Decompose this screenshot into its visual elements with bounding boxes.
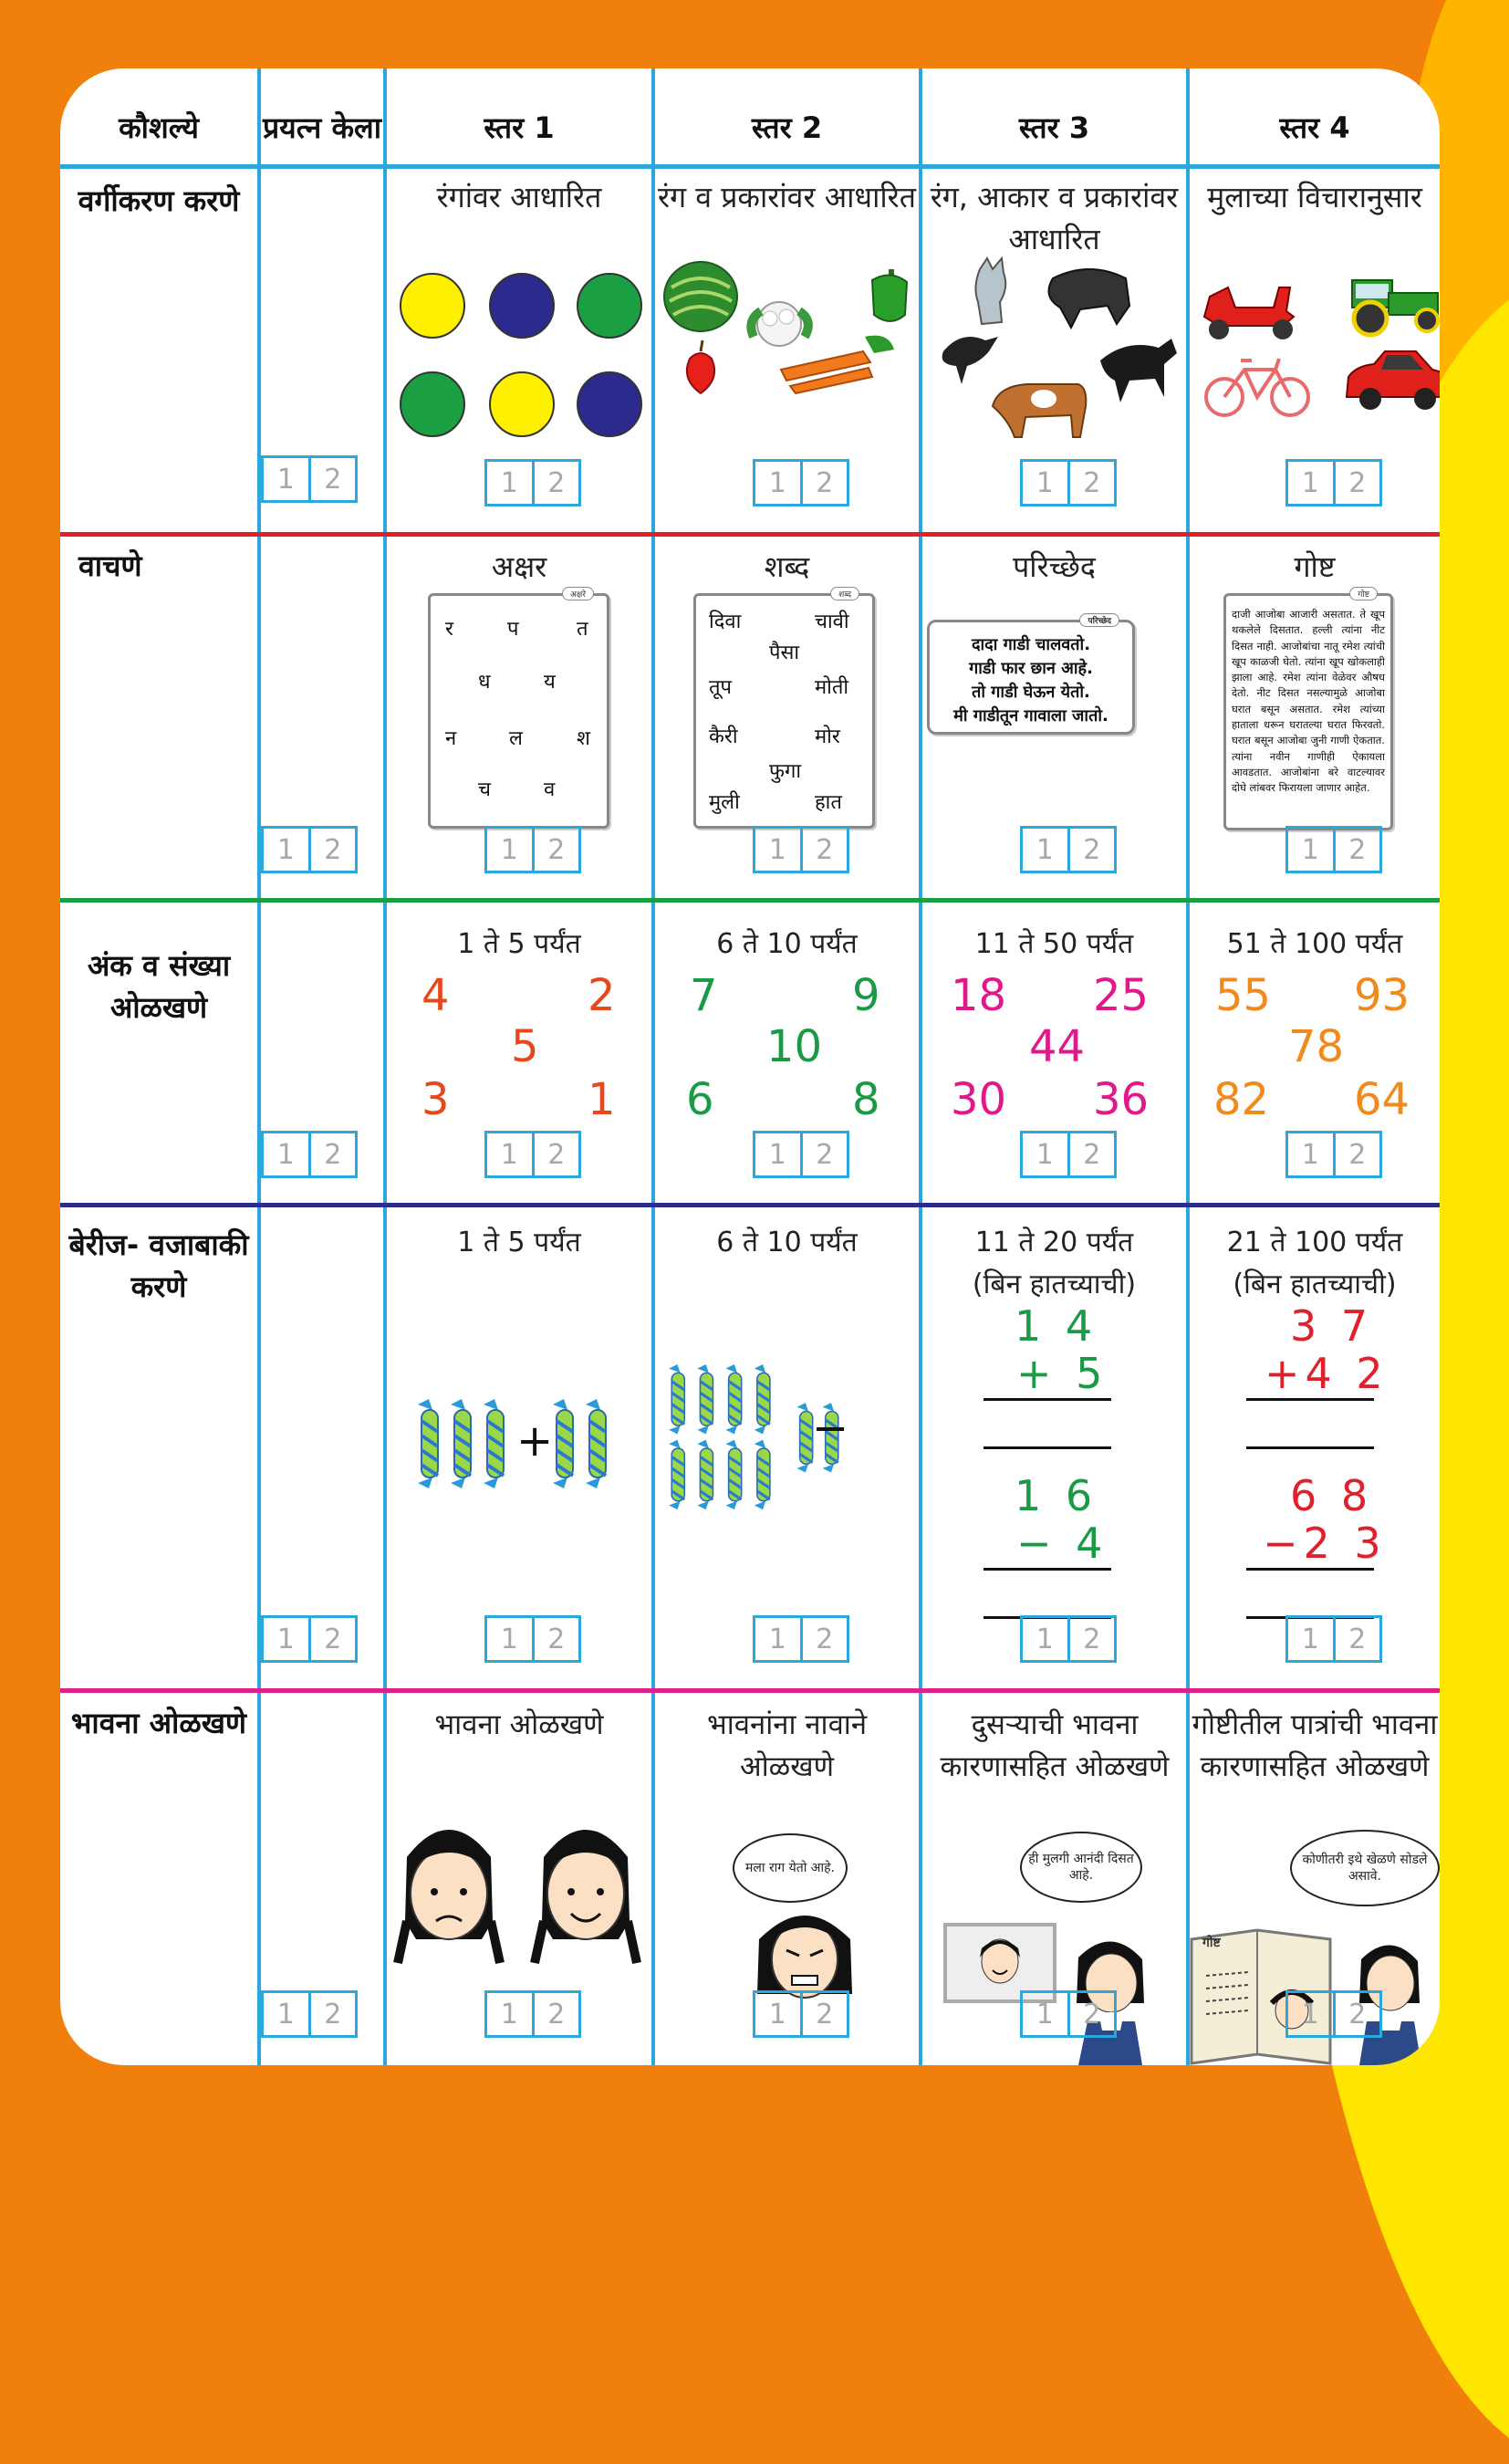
- classification-tried-attempt-boxes[interactable]: [261, 455, 358, 503]
- candy-subtraction-illustration: [666, 1364, 885, 1529]
- skill-reading: वाचणे: [78, 548, 142, 583]
- letter: य: [544, 671, 556, 694]
- letter: त: [577, 618, 588, 641]
- skill-numbers: अंक व संख्या ओळखणे: [87, 948, 231, 1025]
- number: 7: [690, 970, 718, 1021]
- number: 10: [766, 1021, 823, 1072]
- attempt-1-checkbox[interactable]: 1: [1023, 829, 1070, 871]
- attempt-1-checkbox[interactable]: 1: [1288, 1618, 1336, 1660]
- word: हात: [815, 791, 842, 814]
- attempt-1-checkbox[interactable]: 1: [755, 1133, 803, 1175]
- attempt-1-checkbox[interactable]: 1: [264, 1993, 311, 2035]
- yellow-circle: [400, 273, 465, 339]
- attempt-1-checkbox[interactable]: 1: [487, 462, 535, 504]
- number: 78: [1288, 1021, 1345, 1072]
- attempt-2-checkbox[interactable]: 2: [324, 1998, 342, 2031]
- arithmetic-level-3-attempt-boxes[interactable]: [1020, 1615, 1117, 1663]
- arithmetic-tried-attempt-boxes[interactable]: [261, 1615, 358, 1663]
- attempt-1-checkbox[interactable]: 1: [264, 829, 311, 871]
- skill-classification: वर्गीकरण करणे: [78, 183, 240, 218]
- attempt-2-checkbox[interactable]: 2: [547, 1138, 566, 1171]
- attempt-1-checkbox[interactable]: 1: [264, 458, 311, 500]
- number: 5: [511, 1021, 539, 1072]
- words-card-tag: शब्द: [830, 587, 859, 600]
- numbers-level-3-attempt-boxes[interactable]: [1020, 1131, 1117, 1178]
- letter: व: [544, 778, 556, 801]
- attempt-2-checkbox[interactable]: 2: [816, 466, 834, 499]
- sum-operand: 1 4: [1015, 1301, 1098, 1351]
- attempt-2-checkbox[interactable]: 2: [1348, 466, 1367, 499]
- vehicles-illustration: [1192, 260, 1440, 424]
- word: तूप: [709, 676, 733, 699]
- attempt-2-checkbox[interactable]: 2: [1348, 1998, 1367, 2031]
- sum-operand: +4 2: [1264, 1349, 1389, 1398]
- girl-looking-at-photo-illustration: [942, 1912, 1188, 2065]
- difference-operand: − 4: [1016, 1519, 1108, 1568]
- green-circle: [400, 371, 465, 437]
- attempt-1-checkbox[interactable]: 1: [1023, 1133, 1070, 1175]
- reading-level-2-title: शब्द: [764, 549, 810, 584]
- numbers-level-1-attempt-boxes[interactable]: [484, 1131, 581, 1178]
- number: 36: [1093, 1074, 1150, 1125]
- emotions-tried-attempt-boxes[interactable]: [261, 1990, 358, 2038]
- letter: प: [507, 618, 519, 641]
- attempt-1-checkbox[interactable]: 1: [264, 1133, 311, 1175]
- letter: च: [478, 778, 491, 801]
- difference-operand: 1 6: [1015, 1471, 1098, 1520]
- attempt-1-checkbox[interactable]: 1: [755, 829, 803, 871]
- numbers-level-3-title: 11 ते 50 पर्यंत: [974, 928, 1134, 960]
- plus-sign: +: [516, 1415, 554, 1467]
- skills-chart: [60, 68, 1440, 2065]
- numbers-level-4-attempt-boxes[interactable]: [1285, 1131, 1382, 1178]
- number: 93: [1354, 970, 1410, 1021]
- row-divider: [60, 1203, 1440, 1207]
- reading-level-3-attempt-boxes[interactable]: [1020, 826, 1117, 873]
- attempt-2-checkbox[interactable]: 2: [1348, 1138, 1367, 1171]
- attempt-2-checkbox[interactable]: 2: [324, 1138, 342, 1171]
- header-level-4: स्तर 4: [1279, 110, 1350, 145]
- arithmetic-level-2-attempt-boxes[interactable]: [753, 1615, 849, 1663]
- attempt-2-checkbox[interactable]: 2: [324, 1623, 342, 1655]
- reading-level-1-title: अक्षर: [491, 549, 547, 584]
- word: मुली: [709, 791, 740, 814]
- attempt-2-checkbox[interactable]: 2: [1348, 1623, 1367, 1655]
- book-title: गोष्ट: [1202, 1936, 1221, 1950]
- attempt-1-checkbox[interactable]: 1: [1023, 1618, 1070, 1660]
- number: 8: [852, 1074, 880, 1125]
- numbers-level-4-title: 51 ते 100 पर्यंत: [1226, 928, 1403, 960]
- attempt-2-checkbox[interactable]: 2: [324, 833, 342, 866]
- word: मोर: [815, 726, 840, 748]
- sum-line: [983, 1398, 1111, 1401]
- minus-sign: −: [812, 1403, 849, 1454]
- header-level-3: स्तर 3: [1018, 110, 1090, 145]
- letters-card-tag: अक्षरे: [562, 587, 594, 600]
- attempt-1-checkbox[interactable]: 1: [1288, 829, 1336, 871]
- paragraph-line: गाडी फार छान आहे.: [969, 659, 1093, 678]
- paragraph-text: [935, 633, 1127, 728]
- sum-operand: + 5: [1016, 1349, 1108, 1398]
- girl-reading-storybook-illustration: [1184, 1912, 1440, 2065]
- letter: र: [445, 618, 453, 641]
- difference-operand: 6 8: [1290, 1471, 1374, 1520]
- paragraph-line: तो गाडी घेऊन येतो.: [972, 683, 1090, 702]
- attempt-2-checkbox[interactable]: 2: [1348, 833, 1367, 866]
- word: चावी: [815, 611, 849, 633]
- skill-emotions: भावना ओळखणे: [70, 1706, 247, 1740]
- letter: ध: [478, 671, 491, 694]
- animals-illustration: [925, 251, 1190, 433]
- attempt-2-checkbox[interactable]: 2: [816, 1998, 834, 2031]
- number: 82: [1213, 1074, 1270, 1125]
- paragraph-line: मी गाडीतून गावाला जातो.: [953, 706, 1108, 726]
- number: 25: [1093, 970, 1150, 1021]
- attempt-1-checkbox[interactable]: 1: [487, 1133, 535, 1175]
- attempt-2-checkbox[interactable]: 2: [816, 1138, 834, 1171]
- word: कैरी: [709, 726, 738, 748]
- answer-line: [1246, 1446, 1374, 1449]
- column-divider: [257, 68, 261, 2065]
- difference-operand: −2 3: [1263, 1519, 1387, 1568]
- sad-happy-faces-illustration: [394, 1802, 650, 2003]
- number: 9: [852, 970, 880, 1021]
- letter: न: [445, 727, 457, 750]
- numbers-level-1-title: 1 ते 5 पर्यंत: [457, 928, 581, 960]
- word: दिवा: [709, 611, 742, 633]
- attempt-1-checkbox[interactable]: 1: [264, 1618, 311, 1660]
- header-tried: प्रयत्न केला: [262, 110, 382, 145]
- header-level-1: स्तर 1: [484, 110, 555, 145]
- attempt-2-checkbox[interactable]: 2: [324, 463, 342, 496]
- reading-level-4-attempt-boxes[interactable]: [1285, 826, 1382, 873]
- number: 2: [588, 970, 616, 1021]
- sum-line: [1246, 1398, 1374, 1401]
- number: 55: [1215, 970, 1272, 1021]
- number: 6: [686, 1074, 714, 1125]
- story-card-tag: गोष्ट: [1349, 587, 1378, 600]
- angry-speech-bubble: मला राग येतो आहे.: [733, 1833, 848, 1903]
- happy-speech-bubble: ही मुलगी आनंदी दिसत आहे.: [1020, 1832, 1142, 1903]
- arith-level-2-title: 6 ते 10 पर्यंत: [716, 1227, 858, 1258]
- blue-circle: [577, 371, 642, 437]
- emotion-level-2-title: भावनांना नावाने ओळखणे: [706, 1708, 868, 1783]
- numbers-tried-attempt-boxes[interactable]: [261, 1131, 358, 1178]
- attempt-1-checkbox[interactable]: 1: [1023, 462, 1070, 504]
- story-speech-bubble: कोणीतरी इथे खेळणे सोडले असावे.: [1290, 1830, 1440, 1906]
- classification-level-2-title: रंग व प्रकारांवर आधारित: [657, 180, 917, 214]
- header-skills: कौशल्ये: [119, 110, 199, 145]
- reading-level-4-title: गोष्ट: [1294, 549, 1336, 584]
- letter: ल: [509, 727, 523, 750]
- paragraph-card: [927, 617, 1135, 735]
- attempt-1-checkbox[interactable]: 1: [487, 1618, 535, 1660]
- attempt-1-checkbox[interactable]: 1: [755, 462, 803, 504]
- arith-level-3-subtitle: (बिन हातच्याची): [972, 1269, 1137, 1300]
- arithmetic-level-1-attempt-boxes[interactable]: [484, 1615, 581, 1663]
- arithmetic-level-4-attempt-boxes[interactable]: [1285, 1615, 1382, 1663]
- emotions-level-2-attempt-boxes[interactable]: [753, 1990, 849, 2038]
- green-circle: [577, 273, 642, 339]
- column-divider: [651, 68, 655, 2065]
- classification-level-4-title: मुलाच्या विचारानुसार: [1207, 180, 1422, 214]
- number: 1: [588, 1074, 616, 1125]
- attempt-2-checkbox[interactable]: 2: [1083, 466, 1101, 499]
- attempt-1-checkbox[interactable]: 1: [487, 829, 535, 871]
- sum-operand: 3 7: [1290, 1301, 1374, 1351]
- attempt-2-checkbox[interactable]: 2: [1083, 833, 1101, 866]
- attempt-1-checkbox[interactable]: 1: [1288, 462, 1336, 504]
- attempt-2-checkbox[interactable]: 2: [816, 833, 834, 866]
- story-card: [1223, 590, 1393, 830]
- number: 3: [421, 1074, 450, 1125]
- classification-level-1-title: रंगांवर आधारित: [436, 180, 602, 214]
- reading-level-2-attempt-boxes[interactable]: [753, 826, 849, 873]
- emotions-level-1-attempt-boxes[interactable]: [484, 1990, 581, 2038]
- attempt-1-checkbox[interactable]: 1: [1023, 1993, 1070, 2035]
- attempt-1-checkbox[interactable]: 1: [755, 1993, 803, 2035]
- attempt-1-checkbox[interactable]: 1: [755, 1618, 803, 1660]
- attempt-2-checkbox[interactable]: 2: [1083, 1623, 1101, 1655]
- arith-level-1-title: 1 ते 5 पर्यंत: [457, 1227, 581, 1258]
- classification-level-3-attempt-boxes[interactable]: [1020, 459, 1117, 506]
- blue-circle: [489, 273, 555, 339]
- attempt-2-checkbox[interactable]: 2: [547, 1998, 566, 2031]
- number: 64: [1354, 1074, 1410, 1125]
- classification-level-2-attempt-boxes[interactable]: [753, 459, 849, 506]
- story-text: दाजी आजोबा आजारी असतात. ते खूप थकलेले दिसतात. हल्ली त्यांना नीट दिसत नाही. आजोबांचा नातू रमेश त्यांची खूप काळजी घेतो. त्यांना खूप खोकलाही झाला आहे. रमेश त्यांना वेळेवर औषध देतो. नीट दिसत नसल्यामुळे आजोबा घरात बसून असतात. रमेश त्यांच्या हाताला धरून घरातल्या घरात फिरवतो. घरात बसून आजोबा जुनी गाणी ऐकतात. त्यांना नवीन गाणीही ऐकायला आवडतात. आजोबांना बरे वाटल्यावर दोघे लांबवर फिरायला जाणार आहेत.: [1232, 608, 1385, 795]
- numbers-level-2-title: 6 ते 10 पर्यंत: [716, 928, 858, 960]
- attempt-2-checkbox[interactable]: 2: [547, 466, 566, 499]
- attempt-1-checkbox[interactable]: 1: [487, 1993, 535, 2035]
- emotions-level-3-attempt-boxes[interactable]: [1020, 1990, 1117, 2038]
- letter: श: [577, 727, 590, 750]
- emotion-level-3-title: दुसऱ्याची भावना कारणासहित ओळखणे: [940, 1708, 1170, 1783]
- arith-level-3-title: 11 ते 20 पर्यंत: [974, 1227, 1134, 1258]
- emotions-level-4-attempt-boxes[interactable]: [1285, 1990, 1382, 2038]
- fruits-vegetables-illustration: [662, 260, 918, 424]
- row-divider: [60, 1688, 1440, 1693]
- attempt-2-checkbox[interactable]: 2: [1083, 1138, 1101, 1171]
- reading-level-3-title: परिच्छेद: [1013, 549, 1096, 584]
- paragraph-card-tag: परिच्छेद: [1079, 613, 1119, 627]
- attempt-1-checkbox[interactable]: 1: [1288, 1993, 1336, 2035]
- reading-level-1-attempt-boxes[interactable]: [484, 826, 581, 873]
- number: 44: [1029, 1021, 1086, 1072]
- yellow-circle: [489, 371, 555, 437]
- skill-arithmetic: बेरीज- वजाबाकी करणे: [68, 1227, 249, 1304]
- difference-line: [1246, 1568, 1374, 1571]
- arith-level-4-subtitle: (बिन हातच्याची): [1233, 1269, 1397, 1300]
- words-card: [693, 590, 875, 829]
- header-level-2: स्तर 2: [751, 110, 823, 145]
- attempt-2-checkbox[interactable]: 2: [547, 1623, 566, 1655]
- word: पैसा: [769, 642, 800, 664]
- number: 18: [951, 970, 1007, 1021]
- attempt-2-checkbox[interactable]: 2: [547, 833, 566, 866]
- letters-card: [428, 590, 609, 829]
- numbers-level-2-attempt-boxes[interactable]: [753, 1131, 849, 1178]
- arith-level-4-title: 21 ते 100 पर्यंत: [1226, 1227, 1403, 1258]
- column-divider: [919, 68, 922, 2065]
- emotion-level-4-title: गोष्टीतील पात्रांची भावना कारणासहित ओळखणे: [1192, 1708, 1438, 1783]
- reading-tried-attempt-boxes[interactable]: [261, 826, 358, 873]
- word: फुगा: [769, 760, 802, 783]
- attempt-2-checkbox[interactable]: 2: [1083, 1998, 1101, 2031]
- paragraph-line: दादा गाडी चालवतो.: [971, 635, 1091, 654]
- classification-level-3-title: रंग, आकार व प्रकारांवर आधारित: [930, 180, 1179, 256]
- row-divider: [60, 898, 1440, 903]
- difference-line: [983, 1568, 1111, 1571]
- attempt-1-checkbox[interactable]: 1: [1288, 1133, 1336, 1175]
- emotion-level-1-title: भावना ओळखणे: [434, 1708, 604, 1741]
- classification-level-4-attempt-boxes[interactable]: [1285, 459, 1382, 506]
- classification-level-1-attempt-boxes[interactable]: [484, 459, 581, 506]
- answer-line: [983, 1446, 1111, 1449]
- number: 4: [421, 970, 450, 1021]
- word: मोती: [815, 676, 849, 699]
- column-divider: [383, 68, 387, 2065]
- number: 30: [951, 1074, 1007, 1125]
- row-divider: [60, 532, 1440, 537]
- attempt-2-checkbox[interactable]: 2: [816, 1623, 834, 1655]
